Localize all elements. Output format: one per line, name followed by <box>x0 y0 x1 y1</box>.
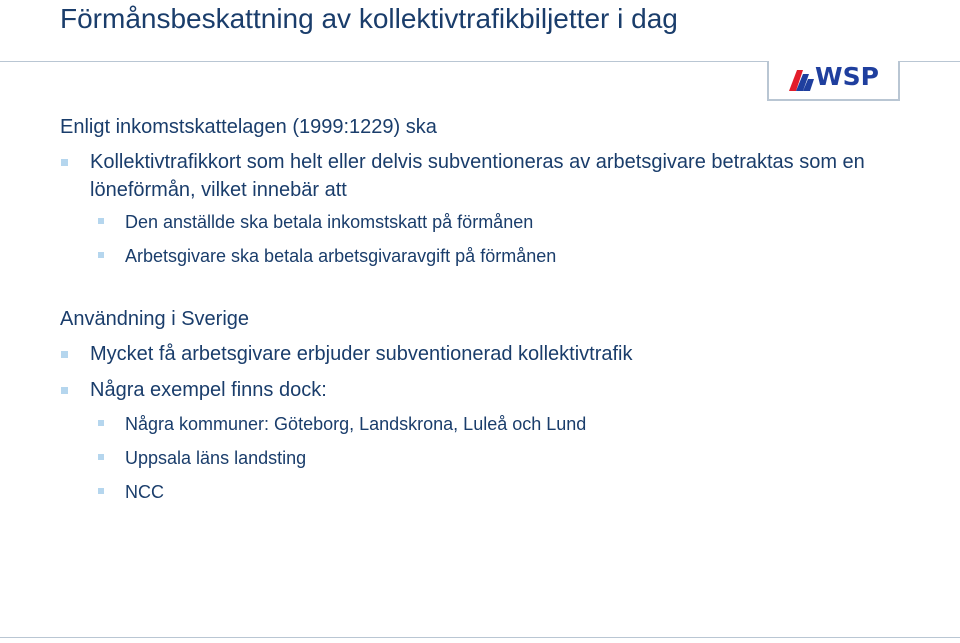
square-bullet-icon <box>61 351 68 358</box>
sub-bullet-item <box>60 480 940 504</box>
section-heading-tax-law: Enligt inkomstskattelagen (1999:1229) ska <box>60 116 437 138</box>
section-heading-usage: Användning i Sverige <box>60 308 250 330</box>
bullet-text: Kollektivtrafikkort som helt eller delvis subventioneras av arbetsgivare betraktas som en löneförmån, vilket innebär att <box>90 151 865 201</box>
bullet-text: Mycket få arbetsgivare erbjuder subventionerad kollektivtrafik <box>90 343 633 365</box>
square-bullet-icon <box>61 387 68 394</box>
footer-divider <box>0 637 960 638</box>
bullet-item <box>60 376 940 404</box>
logo-box <box>767 61 900 101</box>
sub-bullet-item <box>60 412 940 436</box>
header-divider-right <box>898 61 960 62</box>
sub-bullet-item <box>60 210 940 234</box>
sub-bullet-text: Några kommuner: Göteborg, Landskrona, Luleå och Lund <box>125 414 587 434</box>
bullet-item <box>60 148 940 204</box>
sub-bullet-text: NCC <box>125 482 164 502</box>
logo-text: WSP <box>815 62 879 91</box>
square-bullet-icon <box>98 218 104 224</box>
sub-bullet-text: Arbetsgivare ska betala arbetsgivaravgift på förmånen <box>125 246 557 266</box>
bullet-text: Några exempel finns dock: <box>90 379 327 401</box>
header-divider <box>0 61 768 62</box>
sub-bullet-item <box>60 446 940 470</box>
slide-content <box>60 114 940 504</box>
sub-bullet-text: Uppsala läns landsting <box>125 448 307 468</box>
bullet-item <box>60 340 940 368</box>
square-bullet-icon <box>98 252 104 258</box>
square-bullet-icon <box>98 420 104 426</box>
slide-title: Förmånsbeskattning av kollektivtrafikbiljetter i dag <box>60 3 678 34</box>
square-bullet-icon <box>98 488 104 494</box>
sub-bullet-item <box>60 244 940 268</box>
sub-bullet-text: Den anställde ska betala inkomstskatt på förmånen <box>125 212 534 232</box>
square-bullet-icon <box>98 454 104 460</box>
square-bullet-icon <box>61 159 68 166</box>
